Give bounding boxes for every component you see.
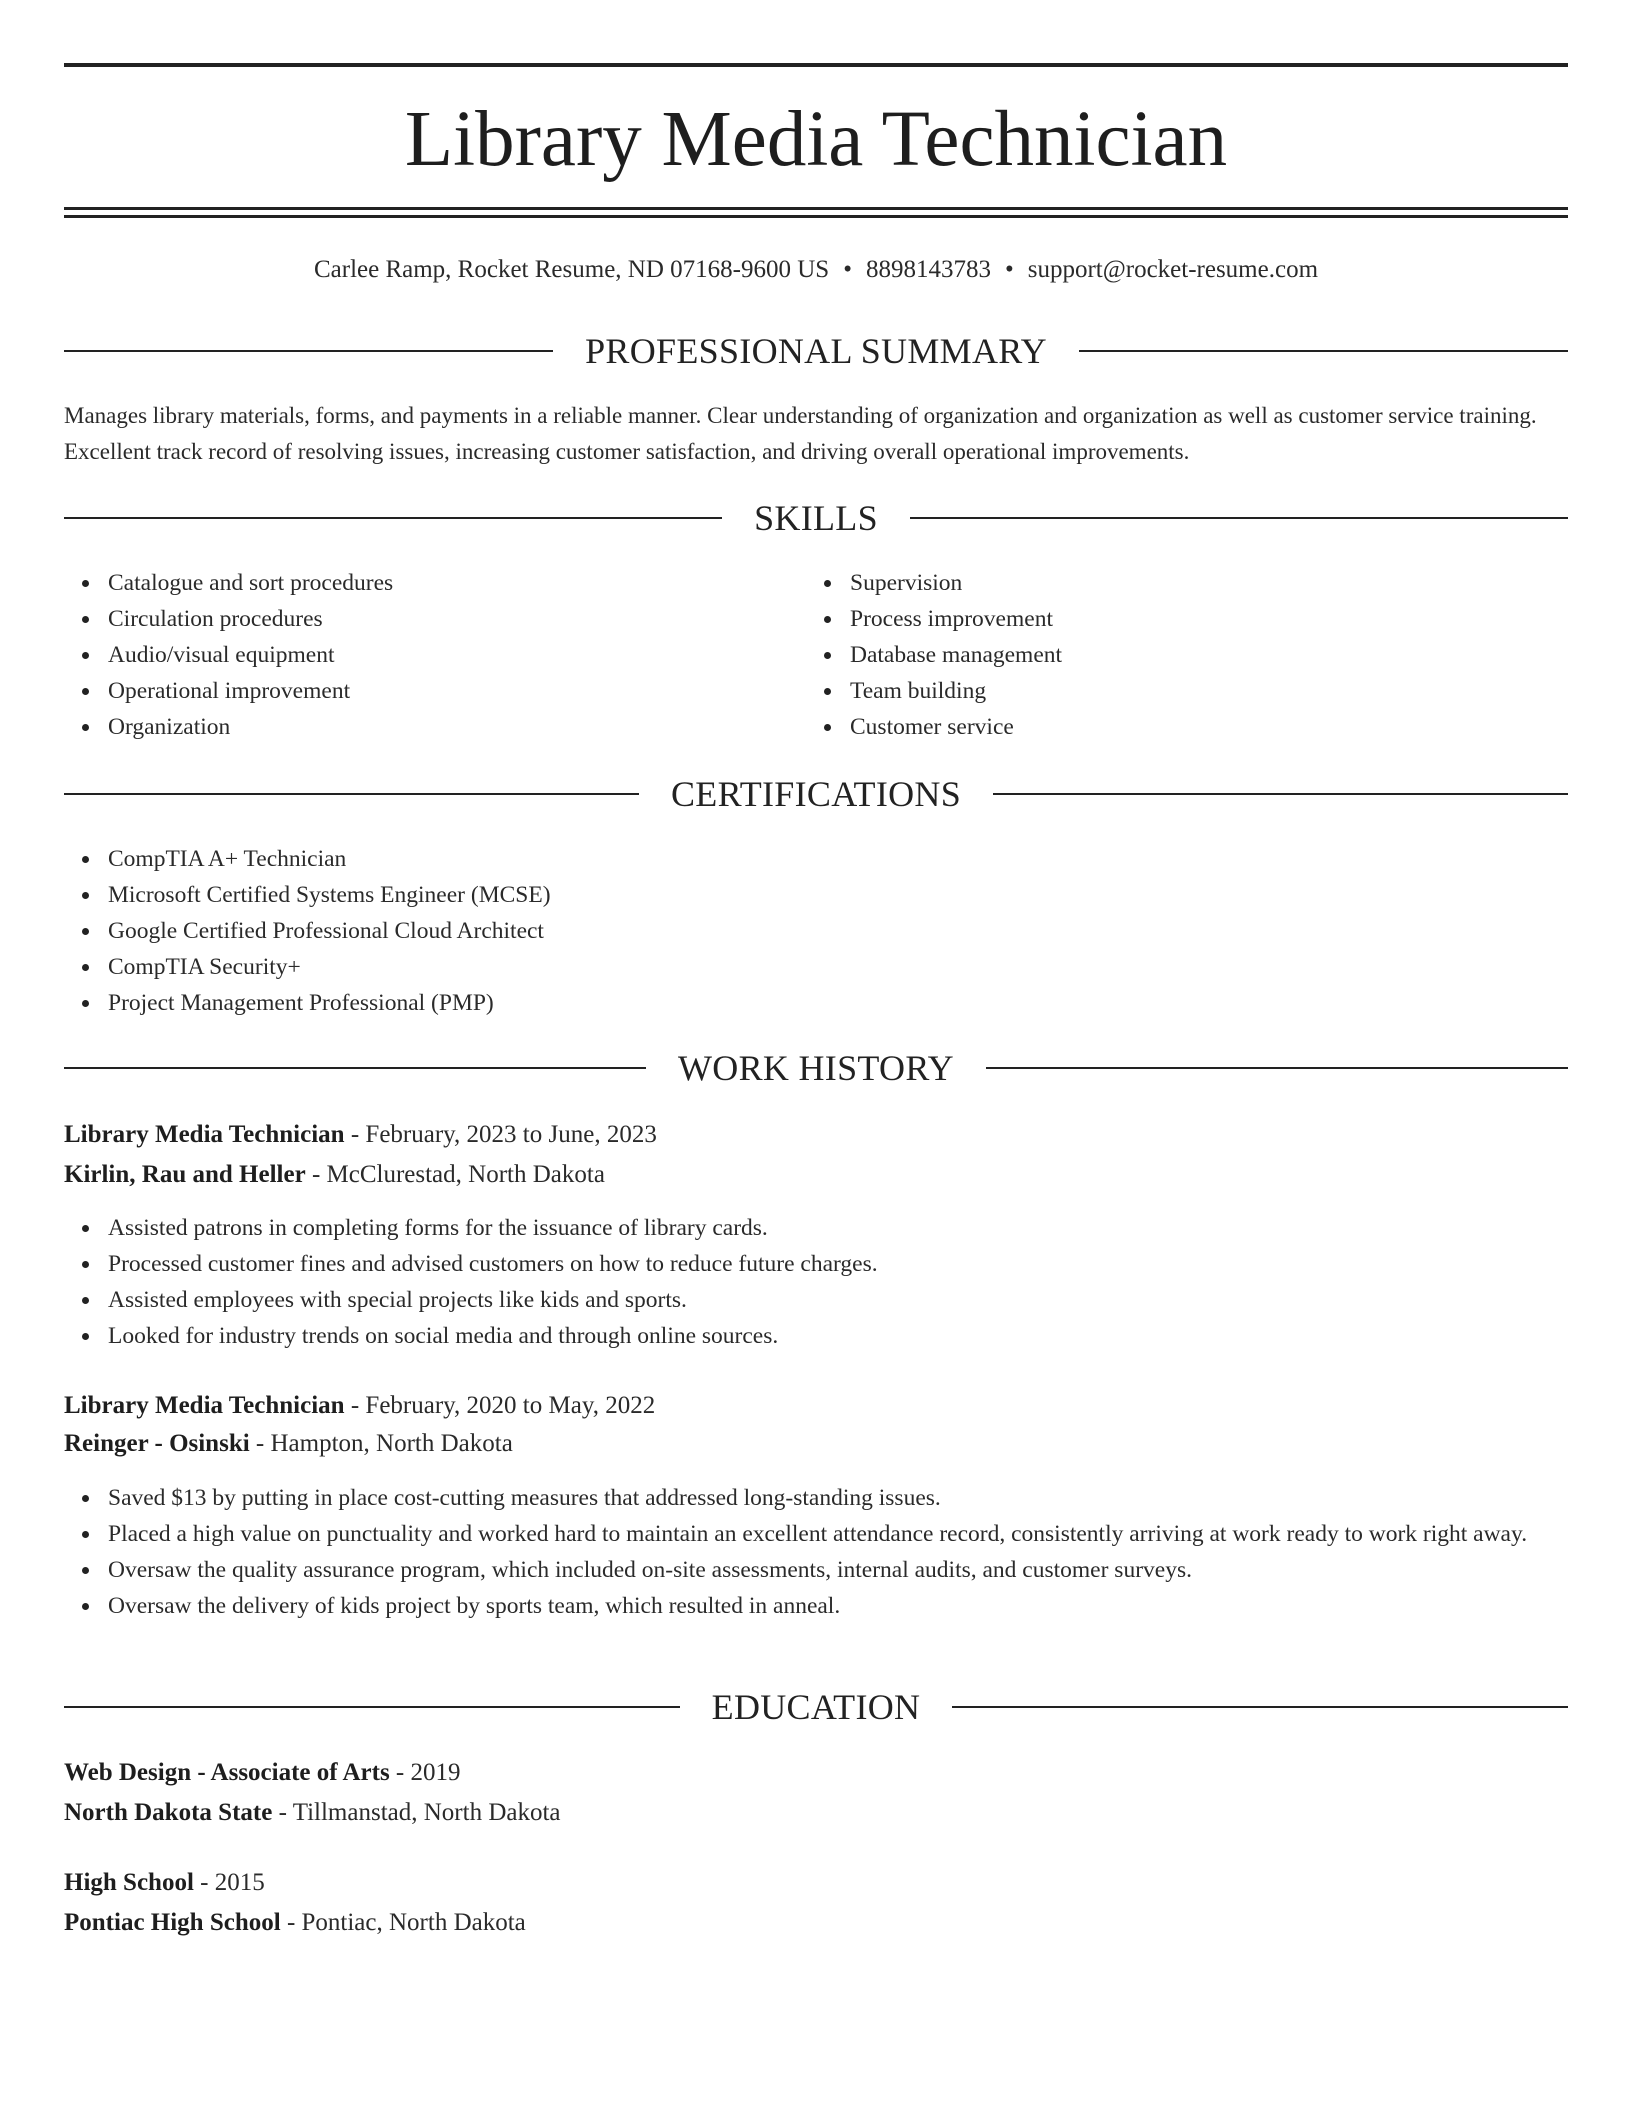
education-year: - 2019 (389, 1759, 461, 1786)
summary-text: Manages library materials, forms, and payments in a reliable manner. Clear understanding of organization and organization as well as customer service training. Excellent track record of resolving issues, increasing customer satisfaction, and driving overall operational improvements. (64, 403, 1537, 464)
job-bullet: Assisted patrons in completing forms for the issuance of library cards. (108, 1210, 1568, 1246)
job-company-line (64, 1157, 1568, 1193)
resume-title: Library Media Technician (404, 96, 1228, 183)
skill-item: Operational improvement (108, 673, 393, 709)
skill-item: Customer service (850, 709, 1062, 745)
certification-item: Microsoft Certified Systems Engineer (MCSE) (108, 877, 551, 913)
certification-item: Google Certified Professional Cloud Architect (108, 913, 551, 949)
job-title-line (64, 1117, 1568, 1153)
section-rule-left (64, 793, 639, 795)
education-degree-line (64, 1865, 1568, 1901)
contact-address: Carlee Ramp, Rocket Resume, ND 07168-9600 US (313, 256, 830, 283)
job-company: Kirlin, Rau and Heller (64, 1161, 306, 1188)
education-school: North Dakota State (64, 1799, 273, 1826)
section-rule-right (1079, 350, 1568, 352)
section-rule-left (64, 1067, 646, 1069)
certification-item: Project Management Professional (PMP) (108, 985, 551, 1021)
skills-list-left (64, 565, 393, 745)
job-bullet: Assisted employees with special projects like kids and sports. (108, 1282, 1568, 1318)
contact-line (64, 253, 1568, 287)
certification-item: CompTIA A+ Technician (108, 841, 551, 877)
job-bullet: Saved $13 by putting in place cost-cutting measures that addressed long-standing issues. (108, 1480, 1568, 1516)
section-rule-right (952, 1706, 1568, 1708)
header-top-rule (64, 63, 1568, 67)
job-title: Library Media Technician (64, 1392, 345, 1419)
section-heading-education (64, 1685, 1568, 1729)
education-degree: Web Design - Associate of Arts (64, 1759, 390, 1786)
section-heading-label: SKILLS (754, 498, 878, 538)
section-rule-right (986, 1067, 1568, 1069)
job-title-line (64, 1388, 1568, 1424)
job-bullet: Oversaw the quality assurance program, which included on-site assessments, internal audits, and customer surveys. (108, 1552, 1568, 1588)
section-rule-right (993, 793, 1568, 795)
education-school: Pontiac High School (64, 1909, 281, 1936)
education-school-line (64, 1905, 1568, 1941)
education-school-line (64, 1795, 1568, 1831)
job-location: - McClurestad, North Dakota (305, 1161, 605, 1188)
job-location: - Hampton, North Dakota (249, 1430, 513, 1457)
certifications-list (64, 841, 551, 1021)
job-bullets (64, 1210, 1568, 1354)
job-bullets (64, 1480, 1568, 1624)
skill-item: Database management (850, 637, 1062, 673)
section-heading-skills (64, 496, 1568, 540)
education-degree-line (64, 1755, 1568, 1791)
job-bullet: Processed customer fines and advised customers on how to reduce future charges. (108, 1246, 1568, 1282)
skills-list-right (806, 565, 1062, 745)
skill-item: Circulation procedures (108, 601, 393, 637)
section-heading-certifications (64, 772, 1568, 816)
skill-item: Audio/visual equipment (108, 637, 393, 673)
section-heading-label: EDUCATION (711, 1687, 921, 1727)
certification-item: CompTIA Security+ (108, 949, 551, 985)
education-year: - 2015 (193, 1869, 265, 1896)
education-degree: High School (64, 1869, 194, 1896)
job-dates: - February, 2023 to June, 2023 (344, 1121, 657, 1148)
section-rule-left (64, 1706, 680, 1708)
skill-item: Team building (850, 673, 1062, 709)
contact-separator: • (1004, 256, 1014, 283)
section-rule-left (64, 517, 722, 519)
section-heading-label: WORK HISTORY (678, 1048, 954, 1088)
job-bullet: Looked for industry trends on social media and through online sources. (108, 1318, 1568, 1354)
job-bullet: Oversaw the delivery of kids project by sports team, which resulted in anneal. (108, 1588, 1568, 1624)
skill-item: Process improvement (850, 601, 1062, 637)
section-heading-label: CERTIFICATIONS (670, 774, 962, 814)
section-heading-work-history (64, 1046, 1568, 1090)
section-rule-right (910, 517, 1568, 519)
job-company-line (64, 1426, 1568, 1462)
job-bullet: Placed a high value on punctuality and worked hard to maintain an excellent attendance record, consistently arriving at work ready to work right away. (108, 1516, 1568, 1552)
section-rule-left (64, 350, 553, 352)
contact-email: support@rocket-resume.com (1027, 256, 1319, 283)
contact-phone: 8898143783 (865, 256, 991, 283)
section-heading-summary (64, 329, 1568, 373)
header-double-rule-bottom (64, 215, 1568, 218)
skill-item: Catalogue and sort procedures (108, 565, 393, 601)
education-location: - Pontiac, North Dakota (280, 1909, 526, 1936)
section-heading-label: PROFESSIONAL SUMMARY (585, 331, 1047, 371)
contact-separator: • (843, 256, 852, 283)
header-double-rule-top (64, 207, 1568, 210)
skill-item: Organization (108, 709, 393, 745)
skill-item: Supervision (850, 565, 1062, 601)
education-location: - Tillmanstad, North Dakota (272, 1799, 561, 1826)
job-title: Library Media Technician (64, 1121, 345, 1148)
job-dates: - February, 2020 to May, 2022 (344, 1392, 656, 1419)
job-company: Reinger - Osinski (64, 1430, 250, 1457)
